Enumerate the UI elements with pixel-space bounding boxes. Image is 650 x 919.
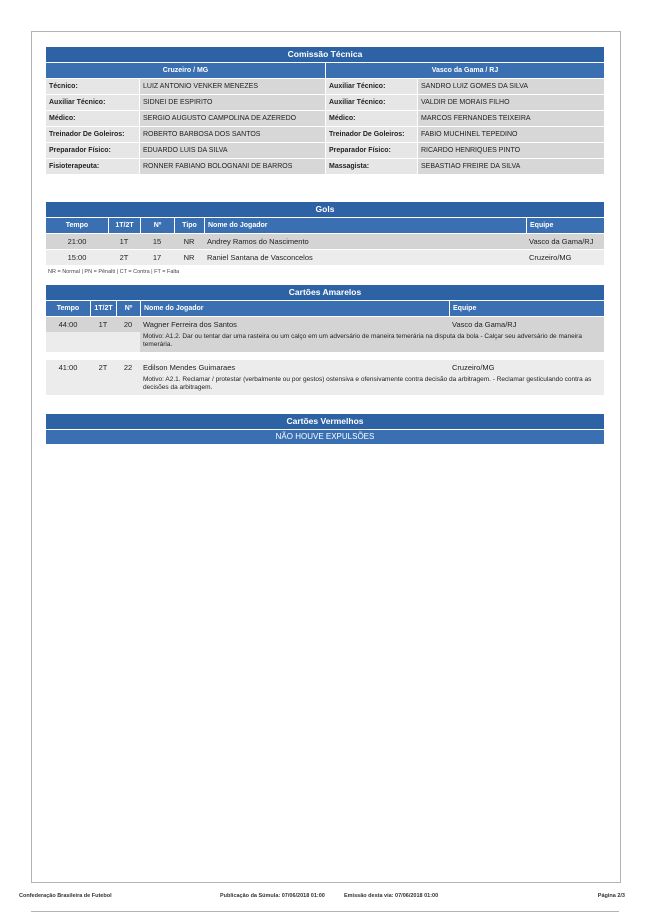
gol-equipe: Vasco da Gama/RJ: [529, 237, 594, 246]
cartao-motivo-row: [46, 332, 604, 352]
comissao-tecnica-section: [46, 47, 604, 174]
home-role-label: Preparador Físico:: [46, 143, 139, 158]
home-role-label: Fisioterapeuta:: [46, 159, 139, 174]
away-role-label: Médico:: [326, 111, 417, 126]
away-role-label: Massagista:: [326, 159, 417, 174]
home-member-name: SERGIO AUGUSTO CAMPOLINA DE AZEREDO: [140, 111, 325, 126]
home-member-name: RONNER FABIANO BOLOGNANI DE BARROS: [140, 159, 325, 174]
gol-tipo: NR: [183, 253, 195, 262]
away-role-label: Treinador De Goleiros:: [326, 127, 417, 142]
home-member-name: EDUARDO LUIS DA SILVA: [140, 143, 325, 158]
home-role-label: Auxiliar Técnico:: [46, 95, 139, 110]
home-role-label: Técnico:: [46, 79, 139, 94]
away-role-label: Auxiliar Técnico:: [326, 79, 417, 94]
comissao-team-header: [46, 62, 604, 78]
motivo-spacer: [46, 332, 140, 352]
cartao-equipe: Vasco da Gama/RJ: [452, 320, 517, 329]
gol-row: [46, 249, 604, 265]
col-periodo: 1T/2T: [108, 218, 140, 233]
gol-numero: 15: [152, 237, 162, 246]
gol-row: [46, 233, 604, 249]
cartao-tempo: 41:00: [58, 363, 78, 372]
comissao-row: [46, 110, 604, 126]
gols-legend: NR = Normal | PN = Pênalti | CT = Contra | FT = Falta: [48, 269, 180, 275]
away-member-name: MARCOS FERNANDES TEIXEIRA: [418, 111, 604, 126]
cartao-motivo: Motivo: A1.2. Dar ou tentar dar uma rasteira ou um calço em um adversário de maneira temerária na disputa da bola - Calçar seu adversário de maneira temerária.: [140, 332, 604, 352]
gol-tempo: 15:00: [67, 253, 87, 262]
motivo-spacer: [46, 375, 140, 395]
cartoes-amarelos-section: [46, 285, 604, 395]
footer-emissao: Emissão desta via: 07/06/2018 01:00: [344, 893, 439, 899]
home-member-name: LUIZ ANTONIO VENKER MENEZES: [140, 79, 325, 94]
col-numero: Nº: [140, 218, 174, 233]
cartao-numero: 20: [123, 320, 133, 329]
away-member-name: RICARDO HENRIQUES PINTO: [418, 143, 604, 158]
cartao-motivo-row: [46, 375, 604, 395]
cartao-periodo: 2T: [98, 363, 108, 372]
gol-jogador: Raniel Santana de Vasconcelos: [207, 253, 313, 262]
col-tempo: Tempo: [65, 222, 89, 229]
gol-jogador: Andrey Ramos do Nascimento: [207, 237, 309, 246]
col-jogador: Nome do Jogador: [140, 301, 449, 316]
comissao-row: [46, 142, 604, 158]
comissao-row: [46, 126, 604, 142]
cartao-equipe: Cruzeiro/MG: [452, 363, 495, 372]
gols-table-header: [46, 217, 604, 233]
footer-divider: [31, 911, 619, 912]
col-equipe: Equipe: [449, 301, 604, 316]
gol-tipo: NR: [183, 237, 195, 246]
cartao-jogador: Wagner Ferreira dos Santos: [143, 320, 237, 329]
col-jogador: Nome do Jogador: [204, 218, 526, 233]
col-tempo: Tempo: [56, 305, 80, 312]
home-member-name: ROBERTO BARBOSA DOS SANTOS: [140, 127, 325, 142]
gol-tempo: 21:00: [67, 237, 87, 246]
away-role-label: Preparador Físico:: [326, 143, 417, 158]
home-team-name: Cruzeiro / MG: [162, 67, 209, 74]
cartao-motivo: Motivo: A2.1. Reclamar / protestar (verbalmente ou por gestos) ostensiva e ofensivamente contra decisão da arbitragem. - Reclamar gesticulando contra as decisões da arbitragem.: [140, 375, 604, 395]
home-member-name: SIDNEI DE ESPIRITO: [140, 95, 325, 110]
footer-publicacao: Publicação da Súmula: 07/06/2018 01:00: [220, 893, 325, 899]
gol-numero: 17: [152, 253, 162, 262]
vermelhos-empty: NÃO HOUVE EXPULSÕES: [46, 429, 604, 444]
comissao-row: [46, 94, 604, 110]
col-numero: Nº: [116, 301, 140, 316]
cartoes-vermelhos-section: [46, 414, 604, 444]
away-member-name: FABIO MUCHINEL TEPEDINO: [418, 127, 604, 142]
away-role-label: Auxiliar Técnico:: [326, 95, 417, 110]
comissao-row: [46, 78, 604, 94]
comissao-row: [46, 158, 604, 174]
vermelhos-title: Cartões Vermelhos: [46, 414, 604, 429]
cartao-numero: 22: [123, 363, 133, 372]
col-equipe: Equipe: [526, 218, 604, 233]
away-member-name: SANDRO LUIZ GOMES DA SILVA: [418, 79, 604, 94]
col-tipo: Tipo: [174, 218, 204, 233]
amarelos-table-header: [46, 300, 604, 316]
gol-equipe: Cruzeiro/MG: [529, 253, 572, 262]
cartao-jogador: Edilson Mendes Guimaraes: [143, 363, 236, 372]
gols-section: [46, 202, 604, 275]
away-member-name: SEBASTIAO FREIRE DA SILVA: [418, 159, 604, 174]
footer-pagina: Página 2/3: [597, 893, 625, 899]
cartao-tempo: 44:00: [58, 320, 78, 329]
footer-org: Confederação Brasileira de Futebol: [19, 893, 112, 899]
col-periodo: 1T/2T: [90, 301, 116, 316]
away-member-name: VALDIR DE MORAIS FILHO: [418, 95, 604, 110]
away-team-name: Vasco da Gama / RJ: [325, 63, 604, 78]
spacer: [46, 352, 604, 359]
gols-title: Gols: [46, 202, 604, 217]
gol-periodo: 1T: [119, 237, 129, 246]
cartao-periodo: 1T: [98, 320, 108, 329]
amarelos-title: Cartões Amarelos: [46, 285, 604, 300]
home-role-label: Treinador De Goleiros:: [46, 127, 139, 142]
cartao-row: [46, 359, 604, 375]
gol-periodo: 2T: [119, 253, 129, 262]
home-role-label: Médico:: [46, 111, 139, 126]
comissao-title: Comissão Técnica: [46, 47, 604, 62]
cartao-row: [46, 316, 604, 332]
